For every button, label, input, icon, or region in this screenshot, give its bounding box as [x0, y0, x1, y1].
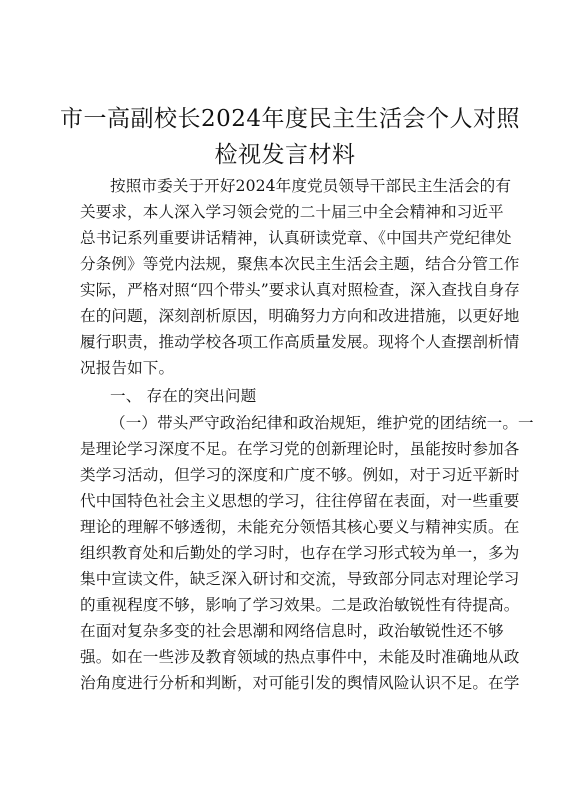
paragraph-1-line-6: 在的问题，深刻剖析原因，明确努力方向和改进措施，以更好地: [80, 307, 520, 325]
paragraph-2-line-9: 在面对复杂多变的社会思潮和网络信息时，政治敏锐性还不够: [80, 622, 504, 640]
paragraph-2-line-10: 强。如在一些涉及教育领域的热点事件中，未能及时准确地从政: [80, 648, 520, 666]
paragraph-1-line-1: 按照市委关于开好2024年度党员领导干部民主生活会的有: [110, 177, 512, 195]
paragraph-2-line-3: 类学习活动，但学习的深度和广度不够。例如，对于习近平新时: [80, 466, 520, 484]
document-title-line-2: 检视发言材料: [214, 142, 356, 168]
section-heading: 一、 存在的突出问题: [110, 387, 257, 405]
paragraph-2-line-6: 组织教育处和后勤处的学习时，也存在学习形式较为单一，多为: [80, 544, 520, 562]
paragraph-2-line-8: 的重视程度不够，影响了学习效果。二是政治敏锐性有待提高。: [80, 596, 520, 614]
paragraph-1-line-8: 况报告如下。: [80, 359, 175, 377]
document-title-line-1: 市一高副校长2024年度民主生活会个人对照: [60, 106, 521, 132]
paragraph-2-line-5: 理论的理解不够透彻，未能充分领悟其核心要义与精神实质。在: [80, 518, 520, 536]
paragraph-2-line-1: （一）带头严守政治纪律和政治规矩，维护党的团结统一。一: [110, 414, 534, 432]
paragraph-1-line-5: 实际，严格对照“四个带头”要求认真对照检查，深入查找自身存: [80, 281, 520, 299]
paragraph-1-line-7: 履行职责，推动学校各项工作高质量发展。现将个人查摆剖析情: [80, 333, 520, 351]
paragraph-2-line-11: 治角度进行分析和判断，对可能引发的舆情风险认识不足。在学: [80, 674, 520, 692]
paragraph-2-line-2: 是理论学习深度不足。在学习党的创新理论时，虽能按时参加各: [80, 440, 520, 458]
paragraph-1-line-2: 关要求，本人深入学习领会党的二十届三中全会精神和习近平: [80, 203, 504, 221]
paragraph-1-line-3: 总书记系列重要讲话精神，认真研读党章、《中国共产党纪律处: [80, 229, 512, 247]
paragraph-1-line-4: 分条例》等党内法规，聚焦本次民主生活会主题，结合分管工作: [80, 255, 520, 273]
paragraph-2-line-7: 集中宣读文件，缺乏深入研讨和交流，导致部分同志对理论学习: [80, 570, 520, 588]
paragraph-2-line-4: 代中国特色社会主义思想的学习，往往停留在表面，对一些重要: [80, 492, 520, 510]
